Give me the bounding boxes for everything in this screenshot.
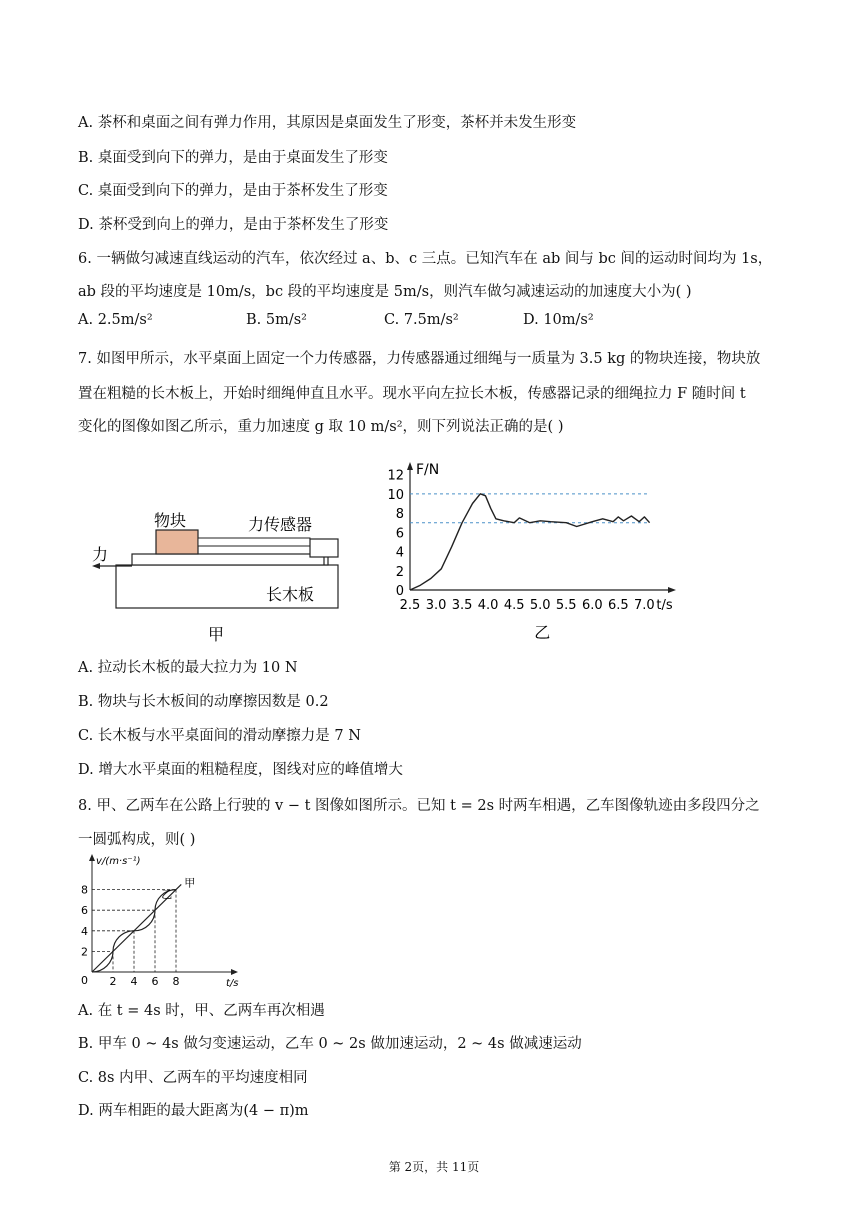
y-tick-label: 6 xyxy=(81,904,88,918)
board-label: 长木板 xyxy=(266,585,315,604)
q7-stem-line3: 变化的图像如图乙所示，重力加速度 g 取 10 m/s²，则下列说法正确的是( ) xyxy=(78,419,564,435)
q8-stem-line1: 8. 甲、乙两车在公路上行驶的 v − t 图像如图所示。已知 t = 2s 时两车相遇，乙车图像轨迹由多段四分之 xyxy=(78,798,760,814)
x-tick-label: 2.5 xyxy=(399,598,421,613)
y-axis-arrow xyxy=(89,854,95,861)
velocity-time-chart xyxy=(78,850,258,990)
q6-option-c: C. 7.5m/s² xyxy=(384,312,459,328)
q5-option-c: C. 桌面受到向下的弹力，是由于茶杯发生了形变 xyxy=(78,183,388,199)
force-sensor xyxy=(310,539,338,557)
q7-option-d: D. 增大水平桌面的粗糙程度，图线对应的峰值增大 xyxy=(78,762,403,778)
block-label: 物块 xyxy=(154,511,187,530)
y-tick-label: 2 xyxy=(81,945,88,959)
y-tick-label: 8 xyxy=(81,883,88,897)
long-board xyxy=(132,554,328,565)
force-curve xyxy=(410,494,650,590)
q5-option-a: A. 茶杯和桌面之间有弹力作用，其原因是桌面发生了形变，茶杯并未发生形变 xyxy=(78,115,577,131)
y-tick-label: 12 xyxy=(387,468,404,484)
sensor-label: 力传感器 xyxy=(248,515,313,534)
x-tick-label: 4.5 xyxy=(503,598,525,613)
caption-jia: 甲 xyxy=(208,625,225,644)
x-tick-label: 5.5 xyxy=(555,598,577,613)
q6-option-a: A. 2.5m/s² xyxy=(78,312,153,328)
series-yi-label: 乙 xyxy=(161,887,173,901)
page-footer: 第 2页，共 11页 xyxy=(388,1160,480,1174)
y-axis-label: v/(m·s⁻¹) xyxy=(96,856,141,867)
q7-option-b: B. 物块与长木板间的动摩擦因数是 0.2 xyxy=(78,694,329,710)
apparatus-figure xyxy=(88,508,358,648)
q8-option-a: A. 在 t = 4s 时，甲、乙两车再次相遇 xyxy=(78,1003,325,1019)
x-tick-label: 6.0 xyxy=(581,598,603,613)
q7-option-c: C. 长木板与水平桌面间的滑动摩擦力是 7 N xyxy=(78,728,361,744)
q6-stem-line1: 6. 一辆做匀减速直线运动的汽车，依次经过 a、b、c 三点。已知汽车在 ab 间与 bc 间的运动时间均为 1s， xyxy=(78,251,773,267)
x-tick-label: 2 xyxy=(109,975,117,988)
q7-stem-line1: 7. 如图甲所示，水平桌面上固定一个力传感器，力传感器通过细绳与一质量为 3.5 kg 的物块连接，物块放 xyxy=(78,351,761,367)
y-tick-label: 4 xyxy=(81,924,88,938)
x-axis-label: t/s xyxy=(226,978,239,989)
y-tick-label: 4 xyxy=(395,545,404,561)
y-axis-arrow xyxy=(407,462,413,470)
x-tick-label: 8 xyxy=(172,975,180,988)
string xyxy=(198,538,310,546)
q8-option-b: B. 甲车 0 ~ 4s 做匀变速运动，乙车 0 ~ 2s 做加速运动，2 ~ 4s 做减速运动 xyxy=(78,1036,582,1052)
x-tick-label: 5.0 xyxy=(529,598,551,613)
q8-stem-line2: 一圆弧构成，则( ) xyxy=(78,832,196,848)
y-tick-label: 8 xyxy=(395,507,404,523)
x-tick-label: 7.0 xyxy=(634,598,655,613)
q5-option-d: D. 茶杯受到向上的弹力，是由于茶杯发生了形变 xyxy=(78,217,389,233)
force-time-chart xyxy=(370,460,680,640)
x-axis-label: t/s xyxy=(656,598,673,613)
x-tick-label: 4.0 xyxy=(477,598,499,613)
pull-label: 力 xyxy=(92,545,109,564)
x-tick-label: 6.5 xyxy=(607,598,629,613)
series-jia-label: 甲 xyxy=(184,876,196,890)
y-tick-label: 6 xyxy=(395,526,404,542)
q6-option-d: D. 10m/s² xyxy=(523,312,594,328)
q6-option-b: B. 5m/s² xyxy=(246,312,307,328)
x-axis-arrow xyxy=(668,587,676,593)
q8-option-c: C. 8s 内甲、乙两车的平均速度相同 xyxy=(78,1070,308,1086)
q7-stem-line2: 置在粗糙的长木板上，开始时细绳伸直且水平。现水平向左拉长木板，传感器记录的细绳拉力 F 随时间 t xyxy=(78,386,746,402)
caption-yi: 乙 xyxy=(534,623,551,640)
x-tick-label: 3.0 xyxy=(425,598,447,613)
y-tick-label: 10 xyxy=(387,487,404,503)
y-tick-label: 0 xyxy=(395,584,404,599)
x-tick-label: 4 xyxy=(130,975,138,988)
origin-label: 0 xyxy=(81,974,88,987)
q7-option-a: A. 拉动长木板的最大拉力为 10 N xyxy=(78,660,298,676)
block xyxy=(156,530,198,554)
q6-options xyxy=(78,312,798,332)
y-tick-label: 2 xyxy=(395,564,404,580)
x-axis-arrow xyxy=(231,969,238,975)
q5-option-b: B. 桌面受到向下的弹力，是由于桌面发生了形变 xyxy=(78,150,388,166)
q8-option-d: D. 两车相距的最大距离为(4 − π)m xyxy=(78,1103,309,1119)
q6-stem-line2: ab 段的平均速度是 10m/s，bc 段的平均速度是 5m/s，则汽车做匀减速运动的加速度大小为( ) xyxy=(78,284,692,300)
x-tick-label: 6 xyxy=(151,975,159,988)
y-axis-label: F/N xyxy=(416,462,440,478)
x-tick-label: 3.5 xyxy=(451,598,473,613)
